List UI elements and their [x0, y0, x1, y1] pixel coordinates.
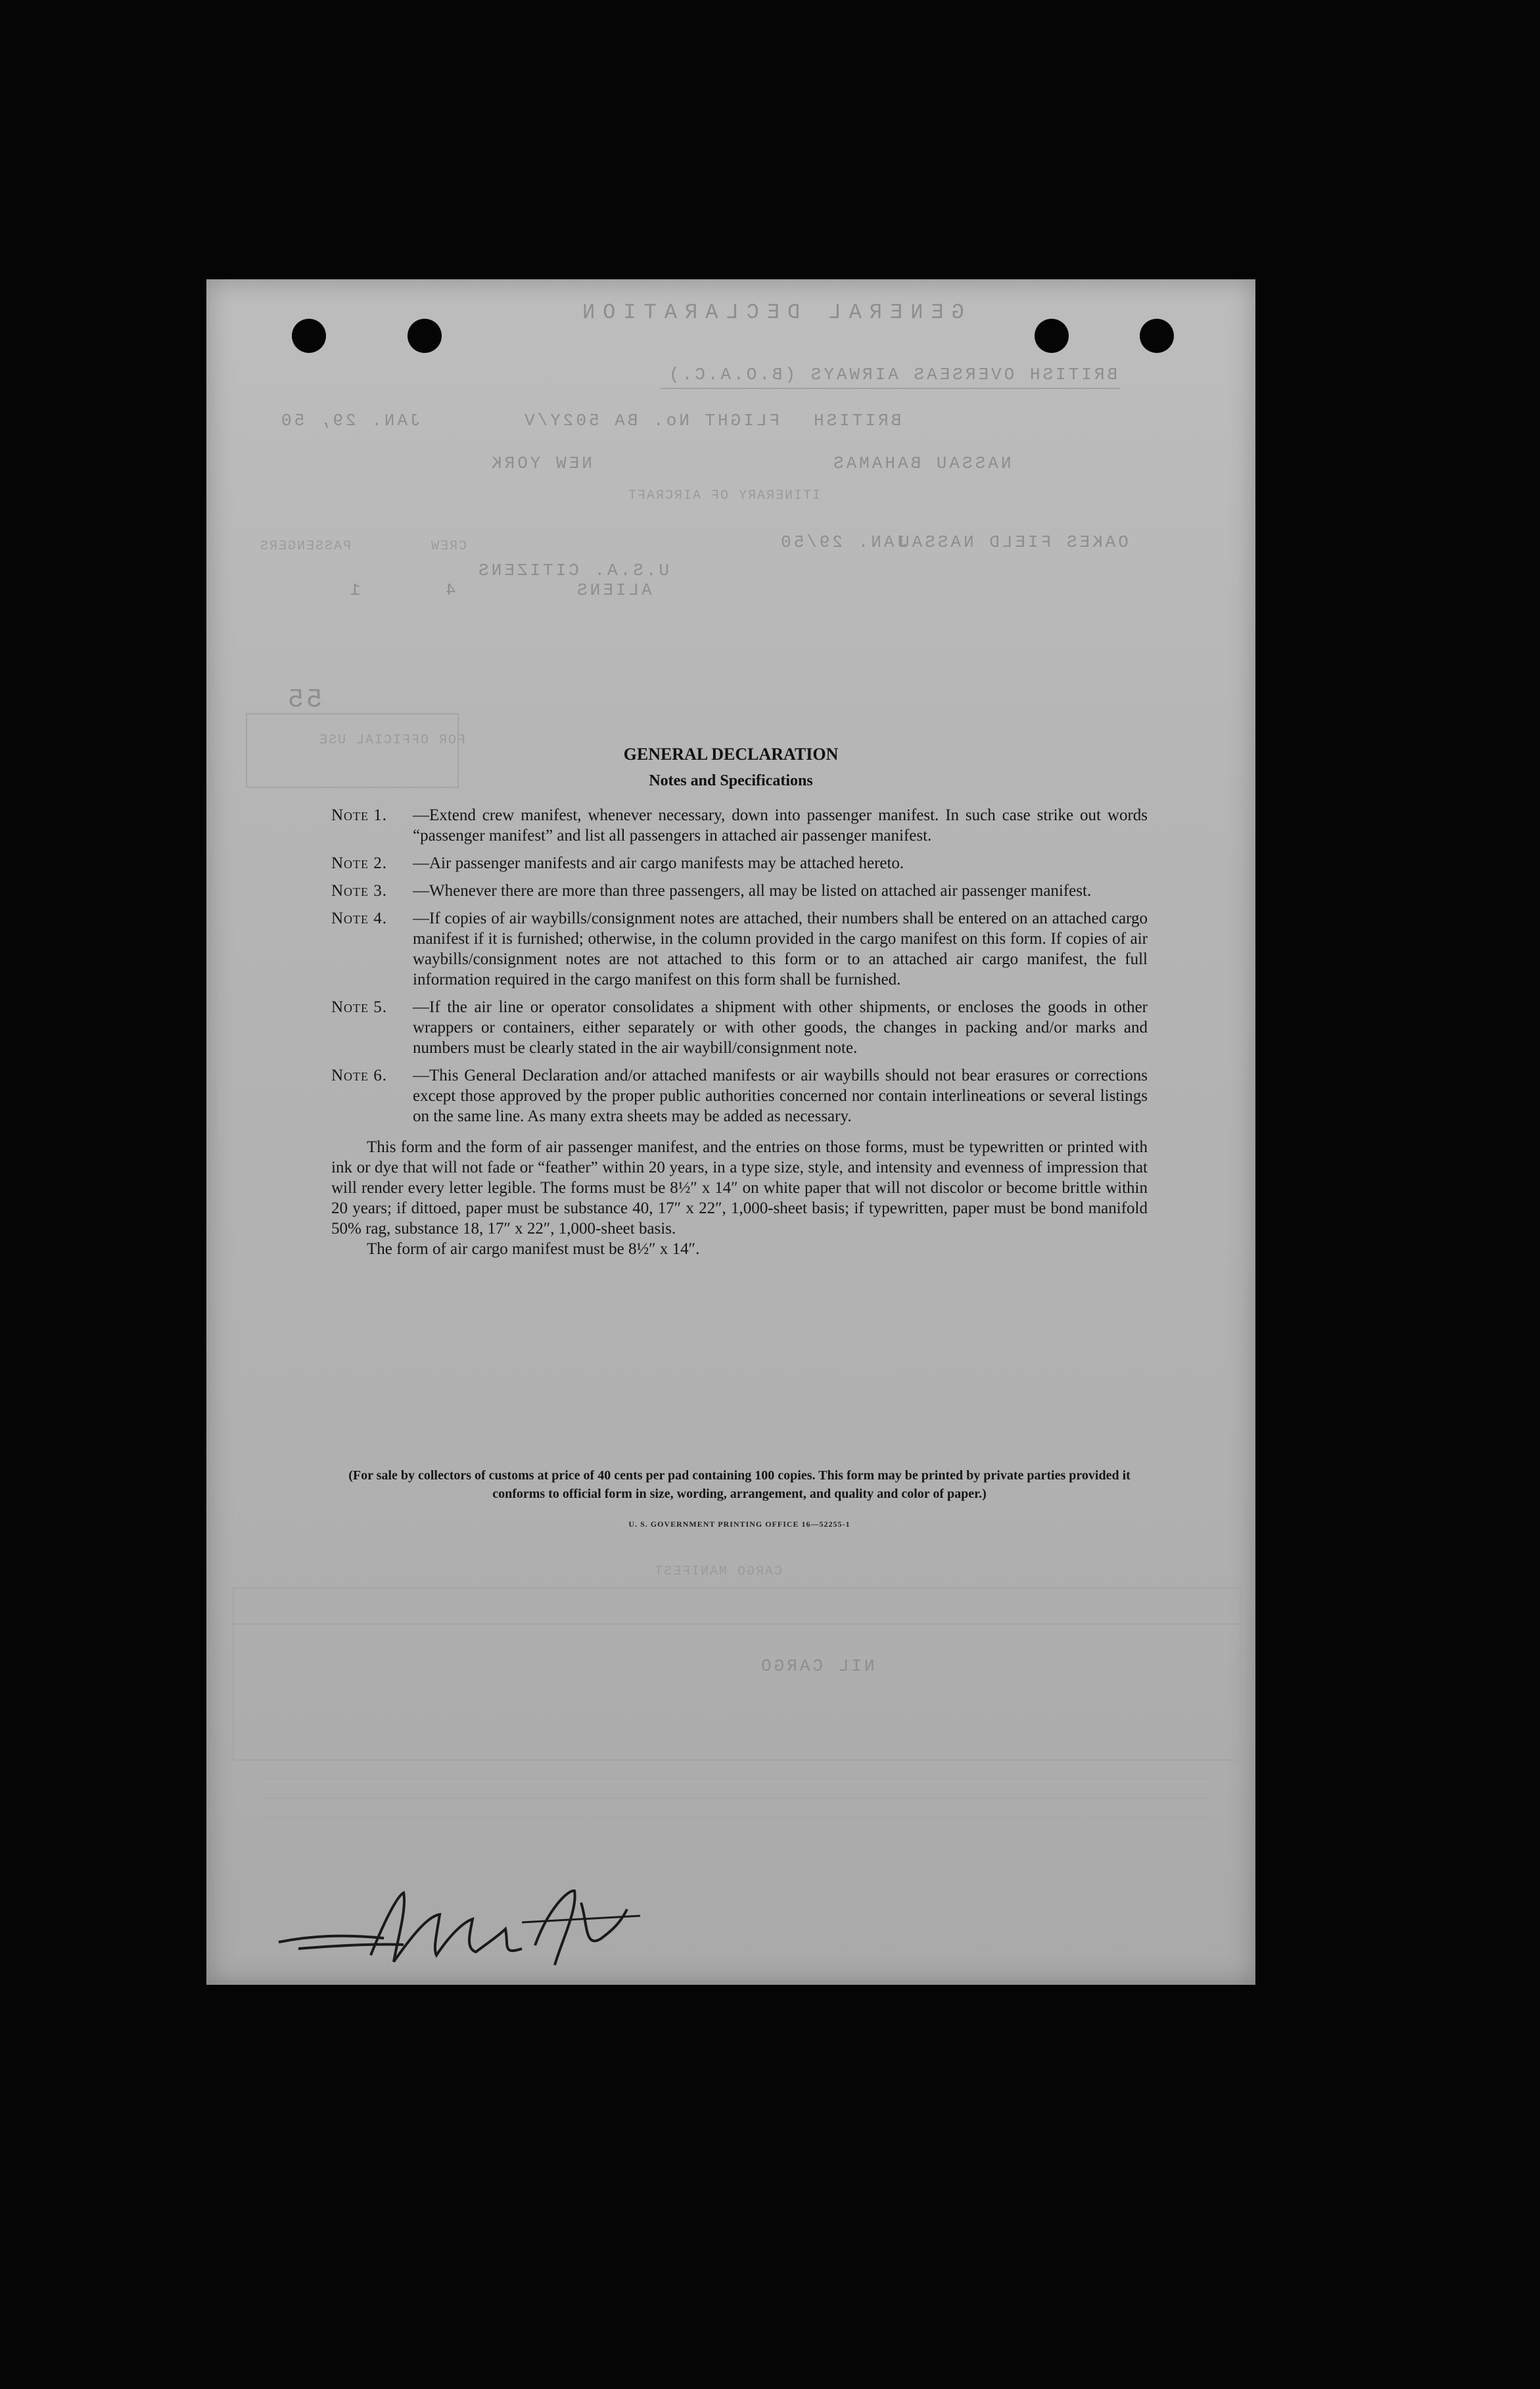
punch-hole: [292, 319, 326, 353]
note-text: —If the air line or operator consolidates a shipment with other shipments, or encloses the goods in other wrappers or containers, either separately or with other goods, the changes in packing and/or marks and numbers must be clearly stated in the air waybill/consignment note.: [413, 998, 1148, 1057]
note-5: [331, 997, 1148, 1058]
bleed-aliens: ALIENS: [574, 580, 652, 600]
form-requirements-paragraph: This form and the form of air passenger manifest, and the entries on those forms, must be typewritten or printed with ink or dye that will not fade or “feather” within 20 years, in a type size, style, and intensity and evenness of impression that will render every letter legible. The forms must be 8½″ x 14″ on white paper that will not discolor or become brittle within 20 years; if dittoed, paper must be substance 40, 17″ x 22″, 1,000-sheet basis; if typewritten, paper must be bond manifold 50% rag, substance 18, 17″ x 22″, 1,000-sheet basis.: [331, 1138, 1148, 1238]
bleed-header: GENERAL DECLARATION: [574, 300, 964, 325]
note-label: Note 3.: [331, 882, 388, 900]
note-label: Note 6.: [331, 1067, 388, 1084]
bleed-cargo-manifest: CARGO MANIFEST: [653, 1564, 783, 1579]
note-4: [331, 908, 1148, 990]
bleed-nil-cargo: NIL CARGO: [758, 1656, 875, 1676]
note-text: —If copies of air waybills/consignment notes are attached, their numbers shall be entered on an attached cargo manifest if it is furnished; otherwise, in the column provided in the cargo manifest on this form. If copies of air waybills/consignment notes are not attached to this form or to an attached air cargo manifest, the full information required in the cargo manifest on this form shall be furnished.: [413, 910, 1148, 988]
bleed-itinerary: ITINERARY OF AIRCRAFT: [627, 488, 821, 503]
bleed-flight: FLIGHT No. BA 502Y/V: [522, 411, 780, 430]
bleed-rule: [259, 1798, 1212, 1799]
note-label: Note 2.: [331, 854, 388, 872]
cargo-size-requirement: The form of air cargo manifest must be 8½″ x 14″.: [367, 1240, 700, 1258]
bleed-nationality: BRITISH: [811, 411, 902, 430]
bleed-crew: CREW: [430, 539, 467, 554]
bleed-rule: [259, 1778, 1212, 1779]
note-text: —Whenever there are more than three passengers, all may be listed on attached air passenger manifest.: [413, 882, 1092, 900]
note-text: —This General Declaration and/or attached manifests or air waybills should not bear erasures or corrections except those approved by the proper public authorities concerned nor contain interlineations or several listings on the same line. As many extra sheets may be added as necessary.: [413, 1067, 1148, 1125]
bleed-date: JAN. 29, 50: [279, 411, 421, 430]
bleed-us-citizens: U.S.A. CITIZENS: [476, 561, 670, 580]
bleed-cargo-table: [233, 1587, 1241, 1761]
bleed-count-a: 4: [443, 580, 456, 600]
bleed-rule: [259, 1817, 1212, 1819]
bleed-stop-place: OAKES FIELD NASSAU: [897, 532, 1129, 552]
bleed-stop-date: JAN. 29/50: [778, 532, 908, 552]
sale-notice: (For sale by collectors of customs at price of 40 cents per pad containing 100 copies. This form may be printed by private parties provided it conforms to official form in size, wording, arrangement, and quality and color of paper.): [348, 1468, 1131, 1501]
note-1: [331, 805, 1148, 846]
document-page: [206, 279, 1255, 1985]
bleed-owner: BRITISH OVERSEAS AIRWAYS (B.O.A.C.): [666, 365, 1118, 384]
notes-section: [331, 805, 1148, 1259]
bleed-embarkation: NASSAU BAHAMAS: [831, 453, 1012, 473]
note-label: Note 5.: [331, 998, 388, 1016]
bleed-passengers: PASSENGERS: [259, 539, 352, 554]
bleed-rule: [660, 388, 1120, 389]
punch-hole: [1140, 319, 1174, 353]
declaration-subtitle: Notes and Specifications: [649, 772, 813, 789]
bleed-rule: [233, 1623, 1238, 1625]
handwritten-signature-icon: [272, 1883, 680, 1985]
note-6: [331, 1065, 1148, 1126]
punch-hole: [408, 319, 442, 353]
declaration-title: GENERAL DECLARATION: [623, 745, 839, 764]
bleed-official-use: FOR OFFICIAL USE: [318, 733, 466, 748]
note-text: —Extend crew manifest, whenever necessary, down into passenger manifest. In such case strike out words “passenger manifest” and list all passengers in attached air passenger manifest.: [413, 806, 1148, 845]
printing-office-line: U. S. GOVERNMENT PRINTING OFFICE 16—52255-1: [628, 1519, 851, 1529]
punch-hole: [1035, 319, 1069, 353]
note-label: Note 1.: [331, 806, 388, 824]
note-3: [331, 881, 1148, 901]
note-2: [331, 853, 1148, 873]
note-label: Note 4.: [331, 910, 388, 927]
bleed-stamp-number: 55: [285, 685, 323, 715]
note-text: —Air passenger manifests and air cargo manifests may be attached hereto.: [413, 854, 904, 872]
bleed-count-b: 1: [348, 580, 361, 600]
bleed-arrival: NEW YORK: [489, 453, 592, 473]
